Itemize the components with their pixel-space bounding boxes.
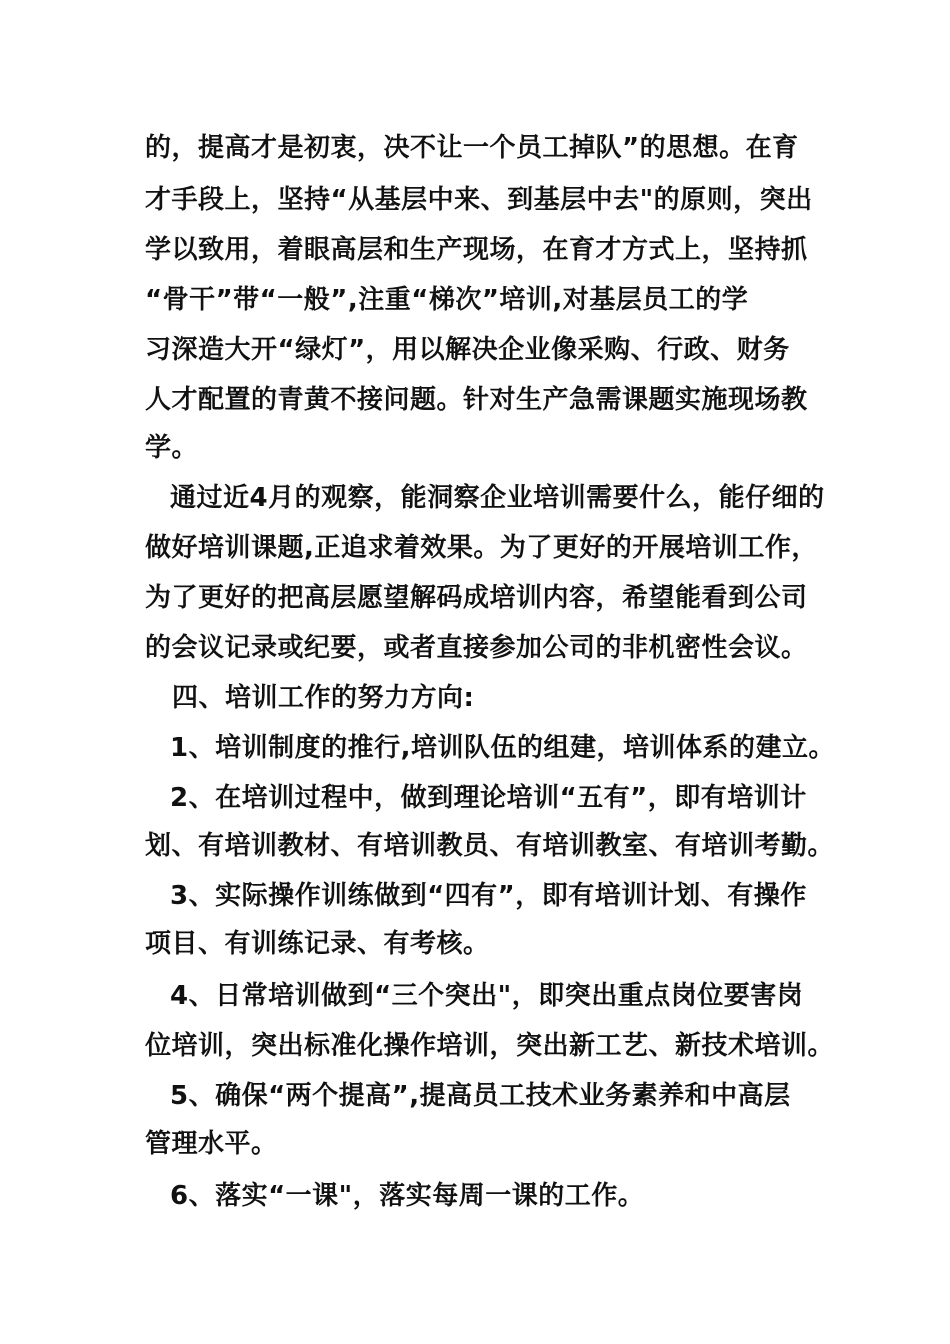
text-line: 的，提高才是初衷，决不让一个员工掉队”的思想。在育 xyxy=(145,133,799,163)
text-line: 人才配置的青黄不接问题。针对生产急需课题实施现场教 xyxy=(145,385,808,415)
text-line: 做好培训课题,正追求着效果。为了更好的开展培训工作， xyxy=(145,533,818,563)
text-line: 学以致用，着眼高层和生产现场，在育才方式上，坚持抓 xyxy=(145,235,808,265)
text-line: 项目、有训练记录、有考核。 xyxy=(145,929,490,959)
text-line: 管理水平。 xyxy=(145,1129,278,1159)
list-item: 4、日常培训做到“三个突出"，即突出重点岗位要害岗 xyxy=(170,981,804,1011)
text-line: 位培训，突出标准化操作培训，突出新工艺、新技术培训。 xyxy=(145,1031,835,1061)
text-line: 为了更好的把高层愿望解码成培训内容，希望能看到公司 xyxy=(145,583,808,613)
list-item: 5、确保“两个提高”,提高员工技术业务素养和中高层 xyxy=(170,1081,791,1111)
text-line: 学。 xyxy=(145,433,199,463)
text-line: 划、有培训教材、有培训教员、有培训教室、有培训考勤。 xyxy=(145,831,835,861)
list-item: 3、实际操作训练做到“四有”，即有培训计划、有操作 xyxy=(170,881,807,911)
list-item: 2、在培训过程中，做到理论培训“五有”，即有培训计 xyxy=(170,783,807,813)
text-line: “骨干”带“一般”,注重“梯次”培训,对基层员工的学 xyxy=(145,285,749,315)
text-line: 的会议记录或纪要，或者直接参加公司的非机密性会议。 xyxy=(145,633,808,663)
section-heading: 四、培训工作的努力方向: xyxy=(172,683,475,713)
text-line: 才手段上，坚持“从基层中来、到基层中去"的原则，突出 xyxy=(145,185,813,215)
text-line: 通过近4月的观察，能洞察企业培训需要什么，能仔细的 xyxy=(170,483,825,513)
list-item: 6、落实“一课"，落实每周一课的工作。 xyxy=(170,1181,645,1211)
text-line: 习深造大开“绿灯”，用以解决企业像采购、行政、财务 xyxy=(145,335,790,365)
list-item: 1、培训制度的推行,培训队伍的组建，培训体系的建立。 xyxy=(170,733,835,763)
